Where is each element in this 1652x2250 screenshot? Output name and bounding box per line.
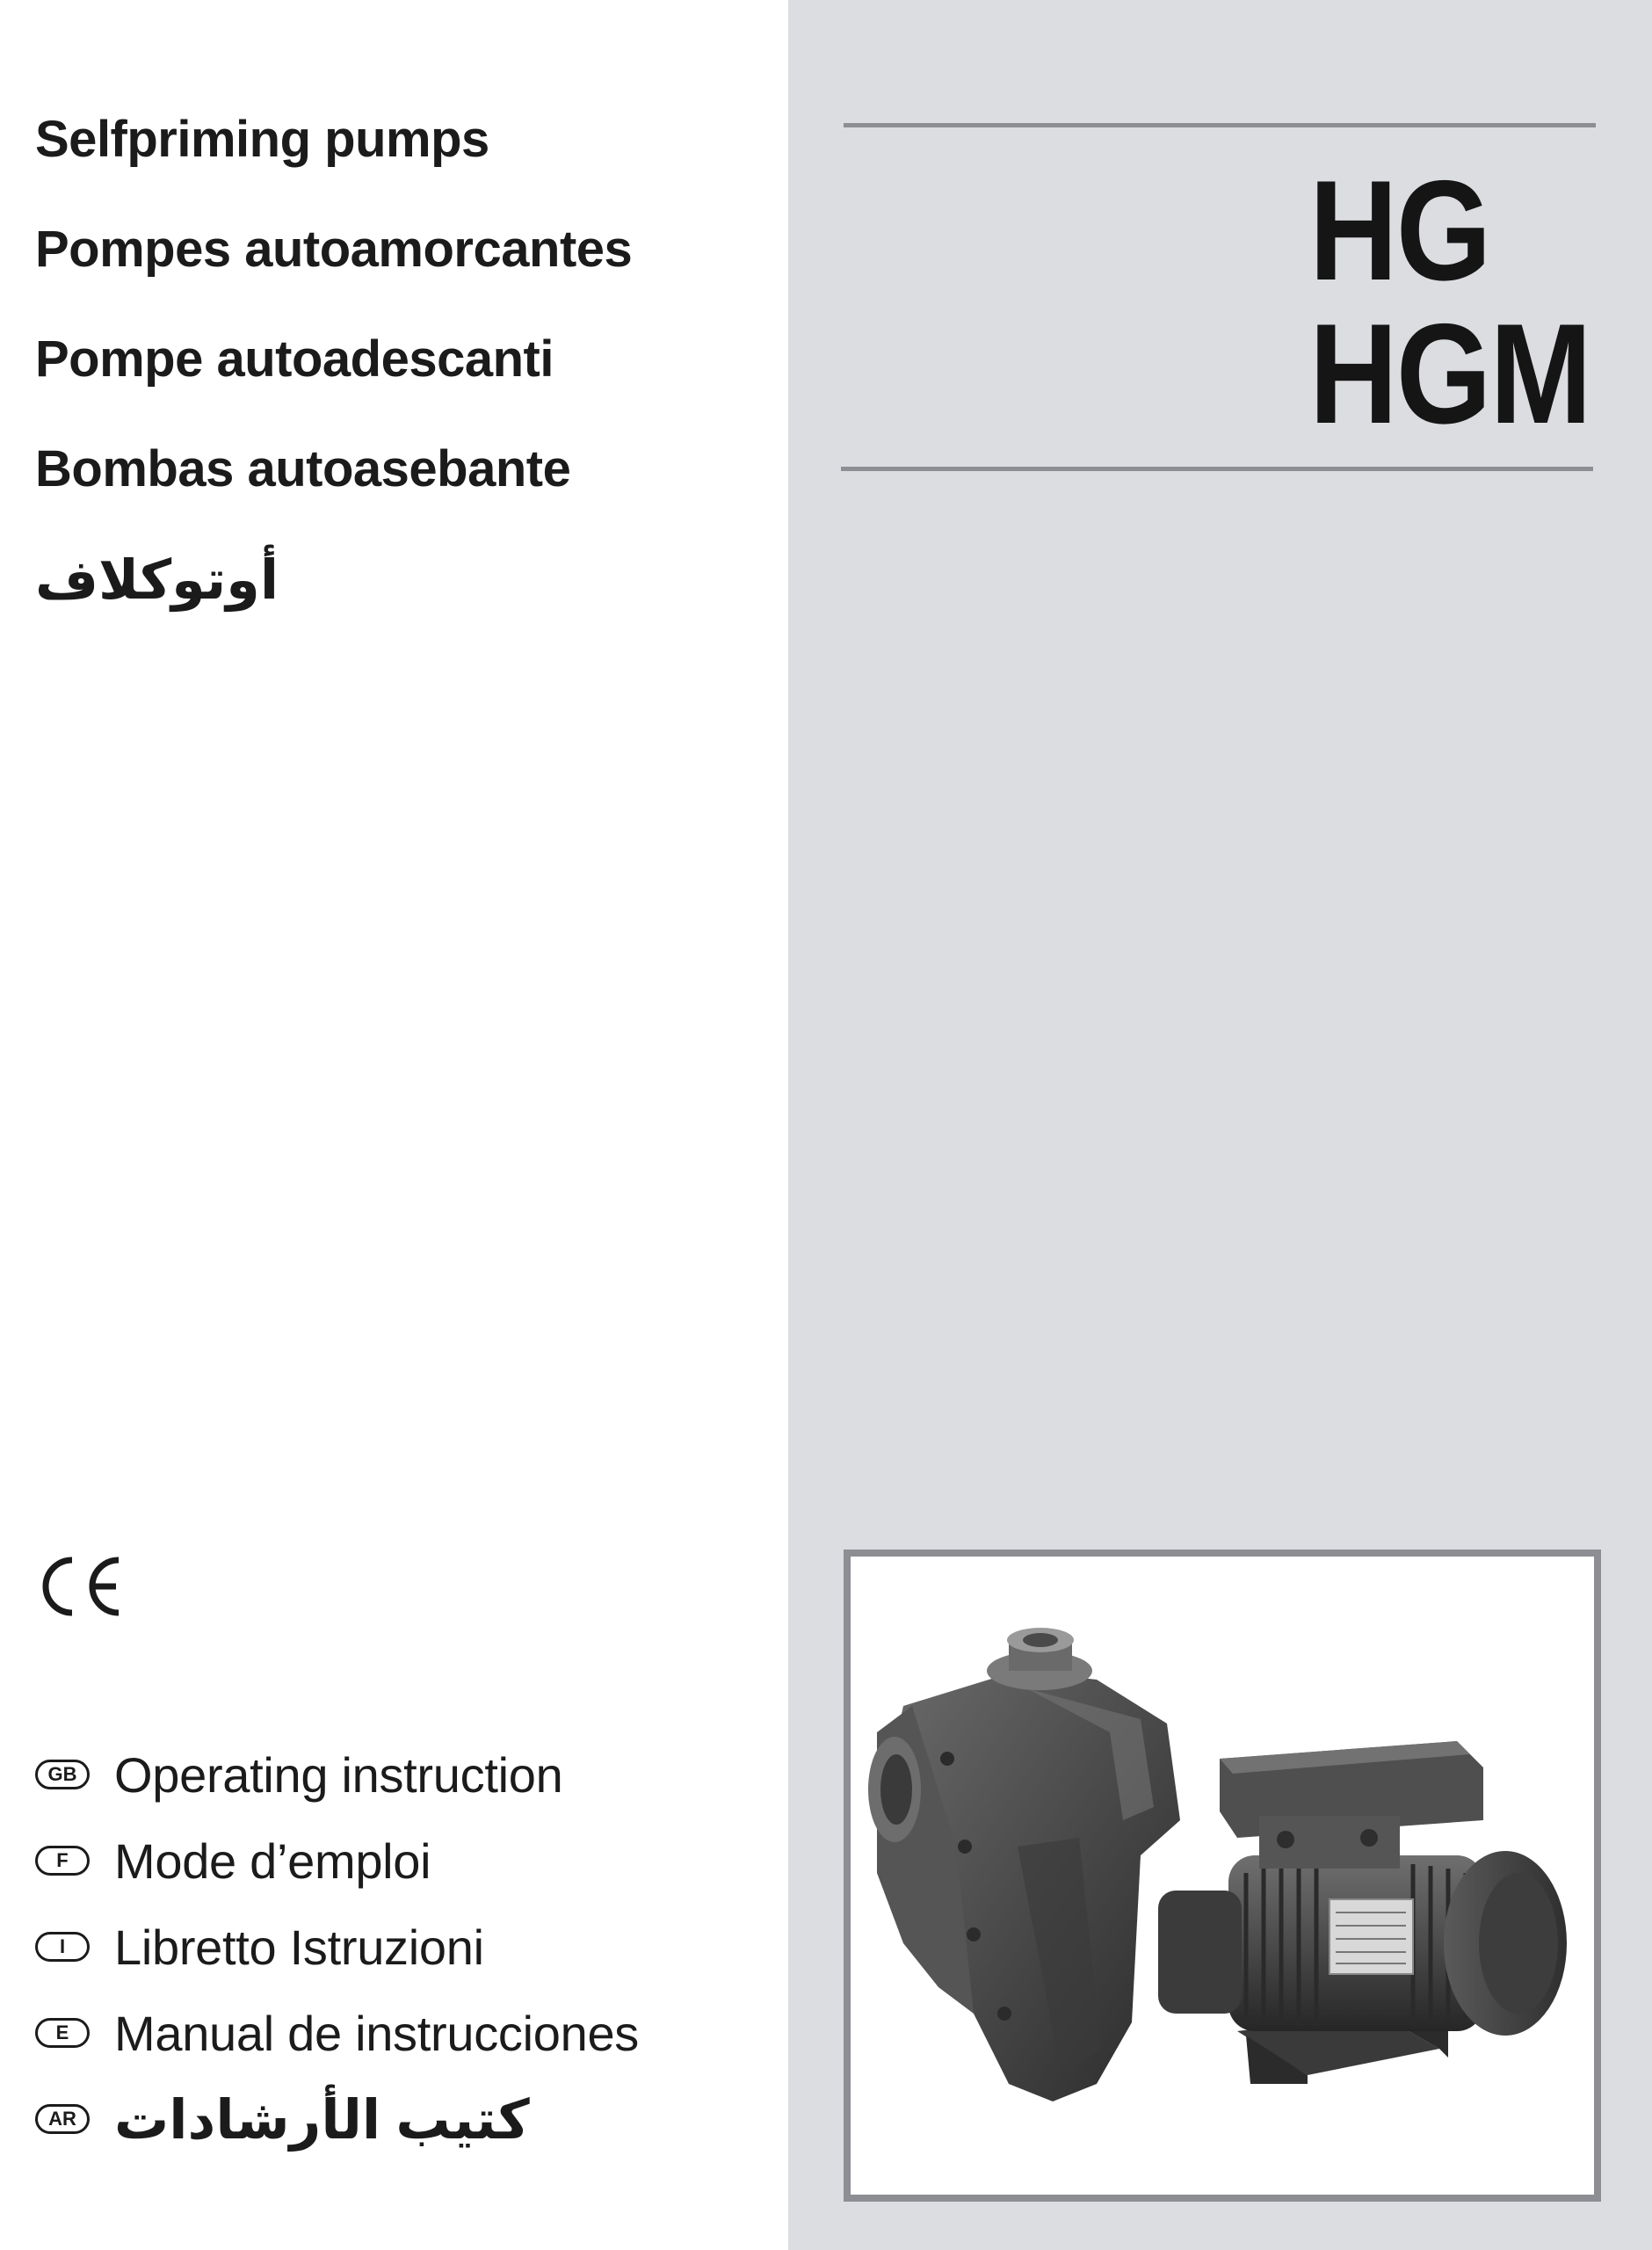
language-item-ar — [35, 2076, 639, 2162]
language-item-gb — [35, 1731, 639, 1818]
language-badge-ar: AR — [35, 2104, 90, 2134]
title-italian: Pompe autoadescanti — [35, 330, 554, 388]
language-badge-gb: GB — [35, 1760, 90, 1789]
ce-mark-icon — [35, 1551, 123, 1622]
language-item-e — [35, 1990, 639, 2076]
language-item-f — [35, 1818, 639, 1904]
language-badge-f: F — [35, 1846, 90, 1876]
language-label-i: Libretto Istruzioni — [114, 1919, 484, 1975]
title-english: Selfpriming pumps — [35, 111, 489, 168]
model-hgm: HGM — [1309, 294, 1590, 454]
product-titles — [35, 111, 633, 664]
model-hg: HG — [1309, 151, 1490, 310]
language-list — [35, 1731, 639, 2162]
language-label-gb: Operating instruction — [114, 1746, 563, 1803]
title-spanish: Bombas autoasebante — [35, 440, 571, 497]
language-label-ar: كتيب الأرشادات — [114, 2089, 530, 2151]
bottom-divider — [841, 467, 1593, 471]
language-item-i — [35, 1904, 639, 1990]
top-divider — [844, 123, 1596, 127]
language-badge-i: I — [35, 1932, 90, 1962]
pump-photo — [851, 1557, 1594, 2195]
language-label-f: Mode d’emploi — [114, 1833, 431, 1889]
product-photo-frame — [844, 1550, 1601, 2202]
title-arabic: أوتوكلاف — [35, 550, 279, 611]
language-label-e: Manual de instrucciones — [114, 2005, 639, 2061]
title-french: Pompes autoamorcantes — [35, 221, 633, 278]
language-badge-e: E — [35, 2018, 90, 2048]
